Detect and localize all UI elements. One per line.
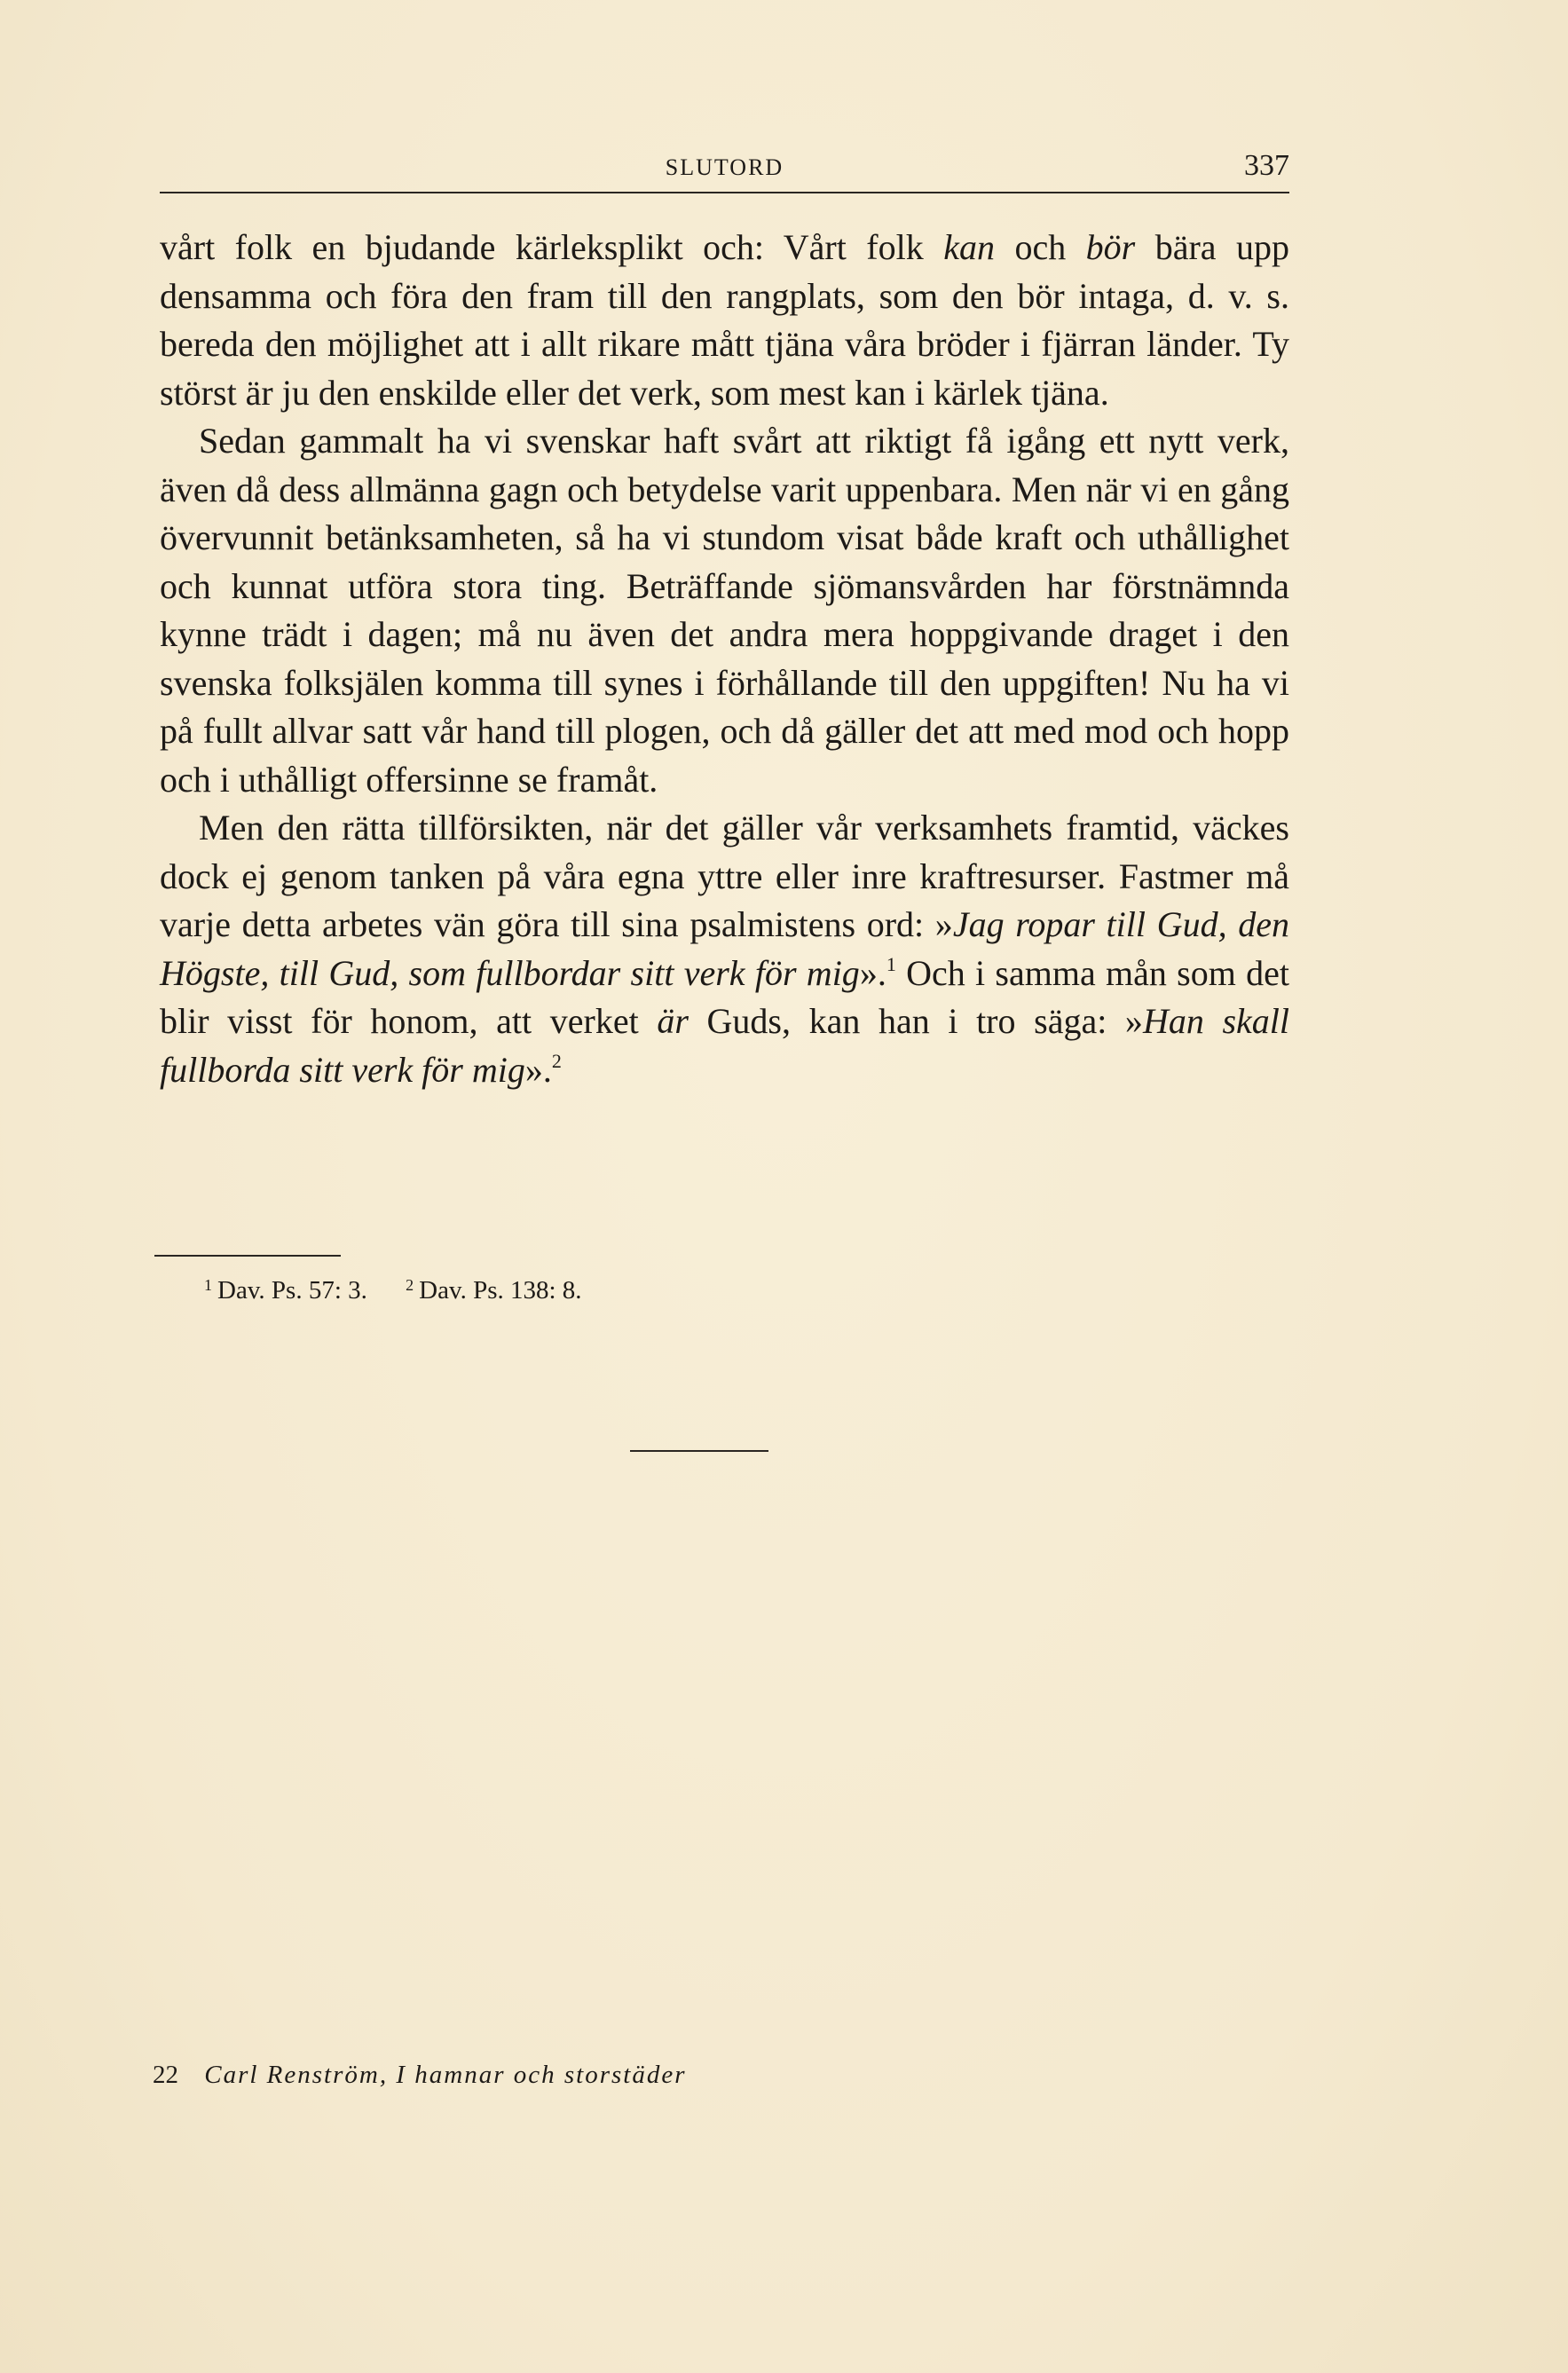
text-run: Och i samma mån som det blir visst för honom, att verket <box>160 952 1290 1041</box>
footnote-rule <box>154 1255 341 1257</box>
paragraph-2 <box>160 417 1289 804</box>
running-head <box>160 142 1289 195</box>
text-run: och <box>994 227 1086 267</box>
footnote-mark: 2 <box>406 1276 414 1294</box>
end-rule <box>630 1450 768 1452</box>
body-text <box>160 224 1289 1094</box>
footnotes <box>204 1276 614 1305</box>
signature-number: 22 <box>153 2061 178 2089</box>
emphasis-bor: bör <box>1085 227 1136 267</box>
text-run: vårt folk en bjudande kärleksplikt och: Vårt folk <box>160 227 944 267</box>
quote-psalm-138: Han skall fullborda sitt verk för mig <box>160 1001 1289 1090</box>
signature-title: Carl Renström, I hamnar och storstäder <box>204 2061 687 2089</box>
footnote-mark: 1 <box>204 1276 212 1294</box>
emphasis-kan: kan <box>943 227 995 267</box>
footnote-text: Dav. Ps. 57: 3. <box>217 1276 367 1305</box>
header-rule <box>160 192 1289 193</box>
footnote-ref-2: 2 <box>551 1049 562 1072</box>
text-run: bära upp densamma och föra den fram till den rangplats, som den bör intaga, d. v. s. bereda den möjlighet att i allt rikare mått tjäna våra bröder i fjärran länder. Ty störst är ju den enskilde eller det verk, som mest kan i kärlek tjäna. <box>160 227 1290 413</box>
quote-psalm-57: Jag ropar till Gud, den Högste, till Gud, som fullbordar sitt verk för mig <box>160 904 1290 993</box>
running-title: SLUTORD <box>665 154 784 180</box>
footnote-ref-1: 1 <box>886 952 896 975</box>
text-run: Sedan gammalt ha vi svenskar haft svårt att riktigt få igång ett nytt verk, även då dess allmänna gagn och betydelse varit uppenbara. Men när vi en gång övervunnit betänksamheten, så ha vi stundom visat både kraft och uthållighet och kunnat utföra stora ting. Beträffande sjömansvården har förstnämnda kynne trädt i dagen; må nu även det andra mera hoppgivande draget i den svenska folksjälen komma till synes i förhållande till den uppgiften! Nu ha vi på fullt allvar satt vår hand till plogen, och då gäller det att med mod och hopp och i uthålligt offersinne se framåt. <box>160 421 1289 800</box>
footnote-text: Dav. Ps. 138: 8. <box>419 1276 582 1305</box>
paragraph-1 <box>160 224 1289 417</box>
text-run: Guds, kan han i tro säga: » <box>688 1001 1143 1041</box>
emphasis-ar: är <box>657 1001 689 1041</box>
text-run: Men den rätta tillförsikten, när det gäller vår verksamhets framtid, väckes dock ej genom tanken på våra egna yttre eller inre kraftresurser. Fastmer må varje detta arbetes vän göra till sina psalmistens ord: » <box>160 808 1289 944</box>
page-number: 337 <box>1244 149 1289 182</box>
footnote-2 <box>406 1276 581 1305</box>
paragraph-3 <box>160 804 1289 1094</box>
text-run: ». <box>859 952 886 993</box>
text-run: ». <box>524 1049 552 1090</box>
footnote-1 <box>204 1276 367 1305</box>
printer-signature <box>153 2061 686 2090</box>
